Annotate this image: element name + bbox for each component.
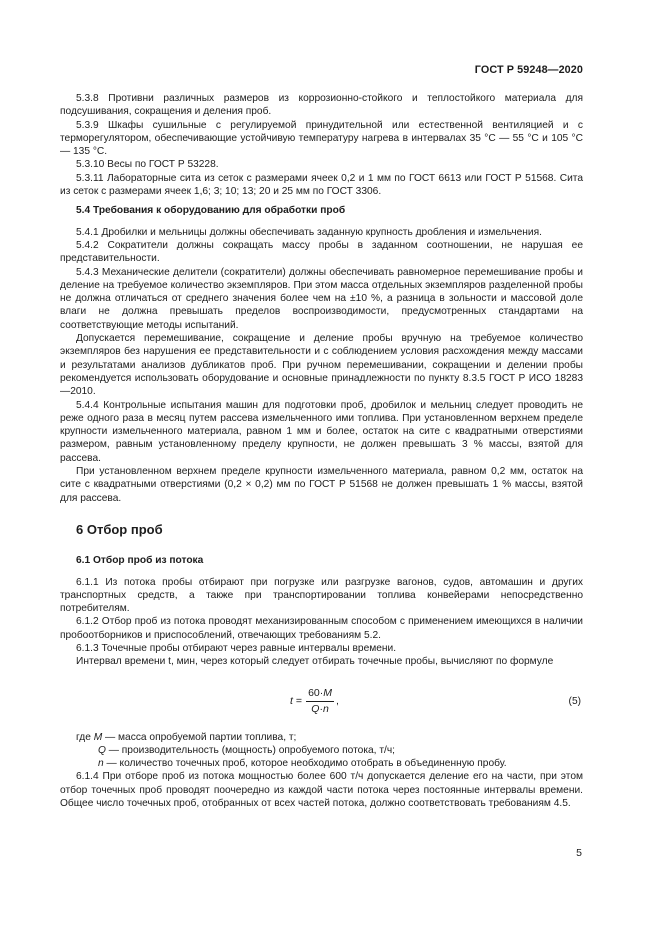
formula-legend <box>60 731 583 771</box>
legend-prefix: где <box>76 731 94 743</box>
legend-line-n <box>60 757 583 770</box>
legend-text-m: — масса опробуемой партии топлива, т; <box>102 731 297 743</box>
document-code-header: ГОСТ Р 59248—2020 <box>474 64 583 76</box>
formula-number: (5) <box>568 695 581 707</box>
paragraph-5-4-4: 5.4.4 Контрольные испытания машин для подготовки проб, дробилок и мельниц следует проводить не реже одного раза в месяц путем рассева измельченного ими топлива. При установленном верхнем пределе крупности измельченного материала, равном 1 мм и более, остаток на сите с квадратными отверстиями размером, равным установленному пределу крупности, не должен превышать 3 % массы, взятой для рассева. <box>60 399 583 464</box>
formula-denominator <box>311 702 329 716</box>
legend-line-m <box>60 731 583 744</box>
paragraph-5-3-9: 5.3.9 Шкафы сушильные с регулируемой принудительной или естественной вентиляцией и с терморегулятором, обеспечивающие устойчивую температуру нагрева в интервалах 35 °С — 55 °С и 105 °С — 135 °С. <box>60 119 583 158</box>
paragraph-6-1-4: 6.1.4 При отборе проб из потока мощностью более 600 т/ч допускается деление его на части, при этом отбор точечных проб проводят поочередно из каждой части потока через постоянные интервалы времени. Общее число точечных проб, отобранных от всех частей потока, должно соответствовать требованиям 4.5. <box>60 771 583 810</box>
legend-text-q: — производительность (мощность) опробуемого потока, т/ч; <box>105 744 395 756</box>
numerator-dot: · <box>319 686 324 699</box>
legend-var-m: M <box>93 731 103 743</box>
numerator-constant: 60 <box>308 686 320 699</box>
formula-numerator <box>306 687 334 702</box>
formula-trailing-comma: , <box>336 694 339 707</box>
page-number: 5 <box>576 847 582 859</box>
section-title-6: 6 Отбор проб <box>76 521 163 537</box>
legend-line-q <box>60 744 583 757</box>
document-body <box>60 92 583 810</box>
paragraph-5-4-3-manual: Допускается перемешивание, сокращение и деление пробы вручную на требуемое количество экземпляров без нарушения ее представительности и с соблюдением условия расхождения между массами и результатами анализов дубликатов проб. При ручном перемешивании, сокращении и делении пробы рекомендуется использовать оборудование и основные принадлежности по пункту 8.3.5 ГОСТ Р ИСО 18283—2010. <box>60 333 583 398</box>
subsection-title-5-4: 5.4 Требования к оборудованию для обработки проб <box>76 205 346 217</box>
legend-var-n: n <box>98 758 104 770</box>
denominator-variable-a: Q <box>311 702 320 715</box>
denominator-dot: · <box>319 702 323 715</box>
paragraph-6-1-2: 6.1.2 Отбор проб из потока проводят механизированным способом с применением имеющихся в наличии пробоотборников и приспособлений, отвечающих требованиям 5.2. <box>60 616 583 641</box>
paragraph-6-1-3: 6.1.3 Точечные пробы отбирают через равные интервалы времени. <box>76 642 397 654</box>
formula-lhs: t <box>290 694 293 707</box>
numerator-variable: M <box>323 686 332 699</box>
denominator-variable-b: n <box>322 702 329 715</box>
formula-expression <box>290 687 339 717</box>
formula-fraction <box>306 687 334 717</box>
legend-text-n: — количество точечных проб, которое необходимо отобрать в объединенную пробу. <box>103 758 507 770</box>
paragraph-6-1-1: 6.1.1 Из потока пробы отбирают при погрузке или разгрузке вагонов, судов, автомашин и других транспортных средств, а также при транспортировании топлива конвейерами непосредственно потребителям. <box>60 576 583 615</box>
paragraph-5-3-11: 5.3.11 Лабораторные сита из сеток с размерами ячеек 0,2 и 1 мм по ГОСТ 6613 или ГОСТ Р 51568. Сита из сеток с размерами ячеек 1,6; 3; 10; 13; 20 и 25 мм по ГОСТ 3306. <box>60 172 583 198</box>
paragraph-5-3-8: 5.3.8 Противни различных размеров из коррозионно-стойкого и теплостойкого материала для подсушивания, сокращения и деления проб. <box>60 93 583 118</box>
paragraph-interval-intro: Интервал времени t, мин, через который следует отбирать точечные пробы, вычисляют по формуле <box>76 656 554 668</box>
paragraph-5-4-2: 5.4.2 Сократители должны сокращать массу пробы в заданном соотношении, не нарушая ее представительности. <box>60 239 583 265</box>
paragraph-5-4-3: 5.4.3 Механические делители (сократители) должны обеспечивать равномерное перемешивание пробы и деление на требуемое количество экземпляров. При этом масса отдельных экземпляров разделенной пробы не должна отличаться от среднего значения более чем на ±10 %, а разница в зольности и массовой доле влаги не должна превышать пределов воспроизводимости, предусмотренных стандартами на соответствующие методы испытаний. <box>60 266 583 331</box>
formula-equals: = <box>295 694 303 707</box>
subsection-title-6-1: 6.1 Отбор проб из потока <box>76 555 204 567</box>
formula-5 <box>60 681 583 721</box>
legend-var-q: Q <box>98 744 106 756</box>
paragraph-5-4-4-fine: При установленном верхнем пределе крупности измельченного материала, равном 0,2 мм, остаток на сите с квадратными отверстиями (0,2 × 0,2) мм по ГОСТ Р 51568 не должен превышать 1 % массы, взятой для рассева. <box>60 466 583 504</box>
paragraph-5-4-1: 5.4.1 Дробилки и мельницы должны обеспечивать заданную крупность дробления и измельчения. <box>76 226 542 238</box>
paragraph-5-3-10: 5.3.10 Весы по ГОСТ Р 53228. <box>76 159 219 171</box>
